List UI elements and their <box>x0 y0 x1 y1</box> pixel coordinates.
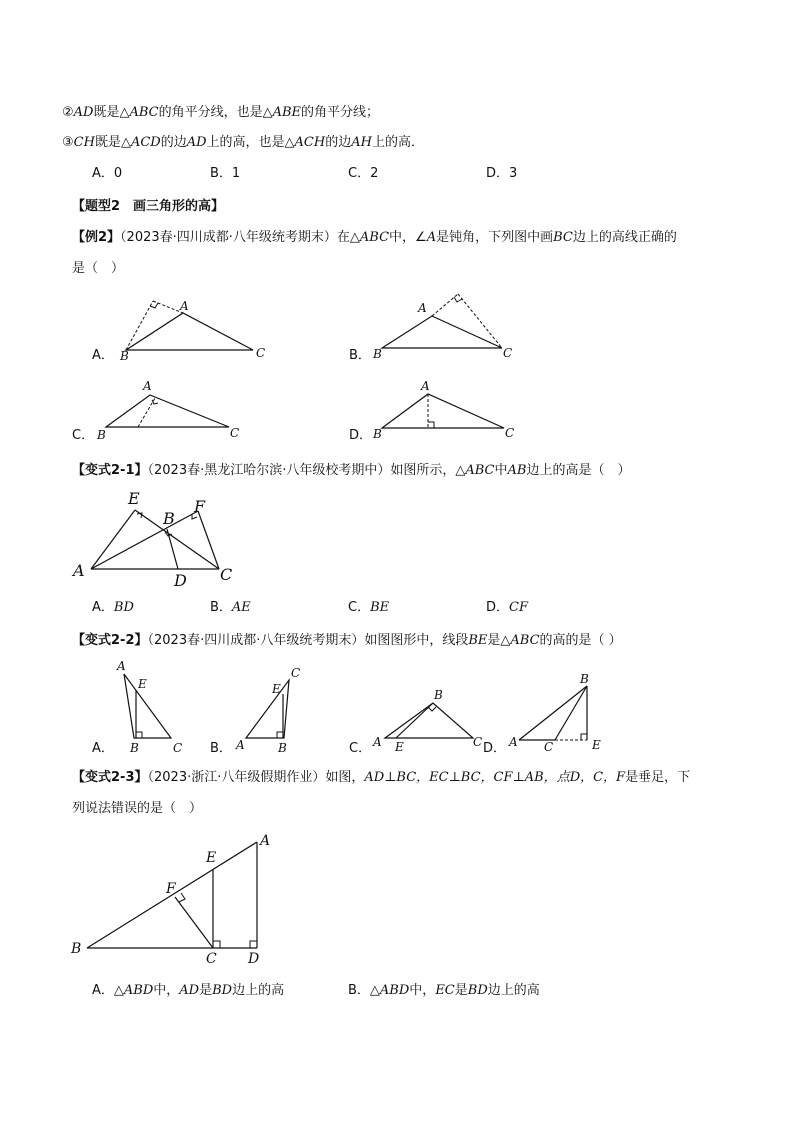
variant-2-3-question: 【变式2-3】（2023·浙江·八年级假期作业）如图，AD⊥BC，EC⊥BC，CF⊥AB，点D，C，F是垂足，下 <box>72 770 691 785</box>
svg-text:C: C <box>503 346 513 360</box>
svg-text:B: B <box>373 347 382 361</box>
example-2-question-line2: 是（ ） <box>72 261 125 276</box>
svg-text:B: B <box>97 428 106 442</box>
variant-2-1-option-a: A．BD <box>92 600 134 615</box>
var22-option-c: C． <box>349 741 372 756</box>
svg-text:B: B <box>71 941 82 957</box>
item-3: ③CH既是△ACD的边AD上的高，也是△ACH的边AH上的高． <box>62 135 424 150</box>
variant-2-3-option-a: A．△ABD中，AD是BD边上的高 <box>92 983 285 998</box>
ex2-option-a: A． <box>92 348 114 363</box>
svg-text:C: C <box>544 740 554 754</box>
svg-text:A: A <box>260 833 271 849</box>
svg-text:A: A <box>73 561 85 580</box>
option-c: C．2 <box>348 166 379 181</box>
svg-text:C: C <box>256 346 266 360</box>
variant-2-3-question-line2: 列说法错误的是（ ） <box>72 801 203 816</box>
ex2-option-b: B． <box>349 348 371 363</box>
option-d: D．3 <box>486 166 518 181</box>
example-2-question: 【例2】（2023春·四川成都·八年级统考期末）在△ABC中，∠A是钝角，下列图中画BC边上的高线正确的 <box>72 230 677 245</box>
svg-text:B: B <box>373 427 382 441</box>
svg-text:B: B <box>120 349 129 363</box>
svg-text:D: D <box>248 951 260 967</box>
ex2-option-d: D． <box>349 428 373 443</box>
svg-text:C: C <box>505 426 515 440</box>
svg-text:B: B <box>130 741 139 755</box>
option-a: A．0 <box>92 166 123 181</box>
variant-2-1-option-b: B．AE <box>210 600 251 615</box>
svg-text:A: A <box>373 735 382 749</box>
svg-text:E: E <box>206 850 217 866</box>
svg-text:B: B <box>434 688 443 702</box>
svg-text:A: A <box>143 379 152 393</box>
svg-text:E: E <box>272 682 281 696</box>
svg-text:B: B <box>163 509 175 528</box>
ex2-option-c: C． <box>72 428 95 443</box>
var22-option-d: D． <box>483 741 507 756</box>
svg-text:A: A <box>236 738 245 752</box>
item-2: ②AD既是△ABC的角平分线，也是△ABE的角平分线； <box>62 105 380 120</box>
svg-text:C: C <box>291 666 301 680</box>
svg-text:A: A <box>418 301 427 315</box>
variant-2-3-option-b: B．△ABD中，EC是BD边上的高 <box>348 983 540 998</box>
variant-2-1-question: 【变式2-1】（2023春·黑龙江哈尔滨·八年级校考期中）如图所示，△ABC中AB边上的高是（ ） <box>72 463 631 478</box>
variant-2-1-option-c: C．BE <box>348 600 390 615</box>
variant-2-2-question: 【变式2-2】（2023春·四川成都·八年级统考期末）如图图形中，线段BE是△ABC的高的是（ ） <box>72 633 622 648</box>
svg-text:B: B <box>580 672 589 686</box>
svg-text:A: A <box>117 659 126 673</box>
svg-text:E: E <box>395 740 404 754</box>
svg-text:C: C <box>230 426 240 440</box>
svg-text:B: B <box>278 741 287 755</box>
svg-text:F: F <box>194 497 206 516</box>
section-title: 【题型2 画三角形的高】 <box>72 199 225 214</box>
svg-text:D: D <box>174 571 187 590</box>
svg-text:F: F <box>166 881 176 897</box>
svg-text:A: A <box>421 379 430 393</box>
svg-text:C: C <box>206 951 217 967</box>
svg-text:E: E <box>592 738 601 752</box>
svg-text:A: A <box>180 299 189 313</box>
svg-text:C: C <box>473 735 483 749</box>
variant-2-1-option-d: D．CF <box>486 600 528 615</box>
svg-text:A: A <box>509 735 518 749</box>
var22-option-b: B． <box>210 741 232 756</box>
svg-text:C: C <box>173 741 183 755</box>
svg-text:C: C <box>220 565 233 584</box>
var22-option-a: A． <box>92 741 114 756</box>
option-b: B．1 <box>210 166 241 181</box>
svg-text:E: E <box>128 489 140 508</box>
svg-text:E: E <box>138 677 147 691</box>
